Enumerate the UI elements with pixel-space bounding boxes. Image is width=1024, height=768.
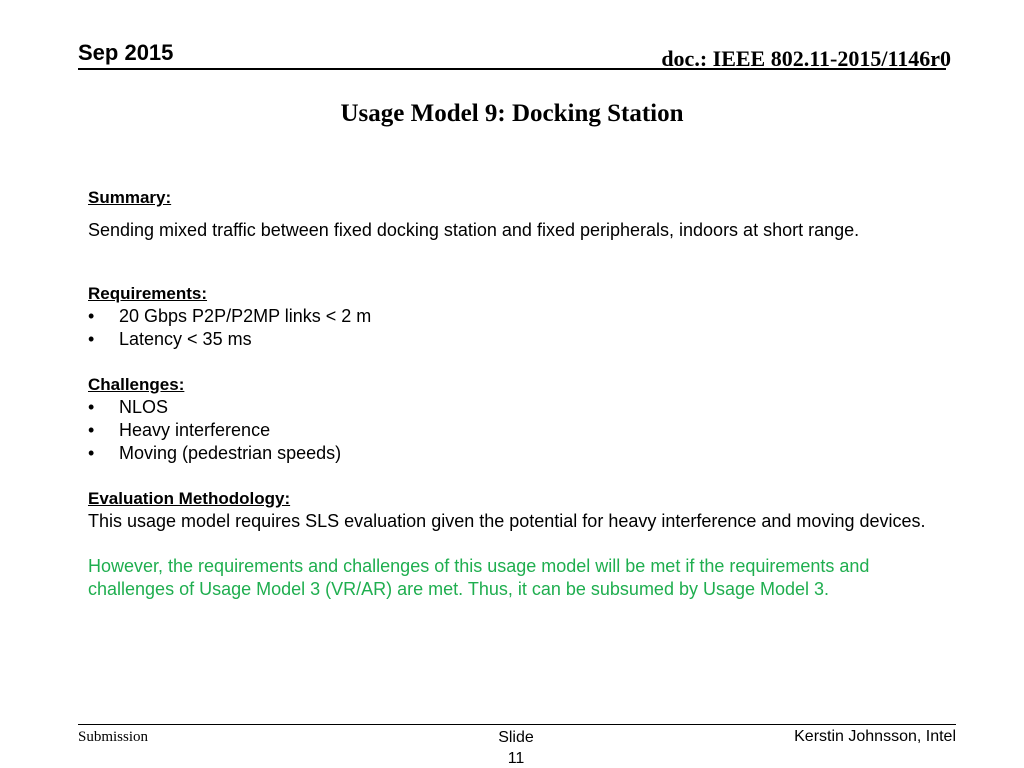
slide-number: 11 <box>507 750 525 767</box>
summary-text: Sending mixed traffic between fixed docking station and fixed peripherals, indoors at short range. <box>88 220 860 240</box>
evaluation-text: This usage model requires SLS evaluation given the potential for heavy interference and moving devices. <box>88 511 926 531</box>
requirements-list <box>88 305 958 351</box>
header-doc-id: doc.: IEEE 802.11-2015/1146r0 <box>661 46 951 71</box>
list-item <box>88 419 958 442</box>
evaluation-heading: Evaluation Methodology: <box>88 489 291 508</box>
list-item-text: Latency < 35 ms <box>119 329 252 349</box>
spacer <box>88 533 958 555</box>
list-item <box>88 328 958 351</box>
list-item-text: Moving (pedestrian speeds) <box>119 443 342 463</box>
bullet-icon: • <box>88 397 95 417</box>
footer-divider <box>78 724 956 725</box>
list-item <box>88 305 958 328</box>
spacer <box>88 351 958 373</box>
challenges-list <box>88 396 958 465</box>
list-item-text: Heavy interference <box>119 420 271 440</box>
bullet-icon: • <box>88 443 95 463</box>
spacer <box>88 465 958 487</box>
list-item-text: 20 Gbps P2P/P2MP links < 2 m <box>119 306 372 326</box>
summary-heading: Summary: <box>88 188 172 207</box>
slide-label: Slide <box>498 729 534 746</box>
footer-author: Kerstin Johnsson, Intel <box>794 728 956 745</box>
evaluation-note: However, the requirements and challenges of this usage model will be met if the requirements and challenges of Usage Model 3 (VR/AR) are met. Thus, it can be subsumed by Usage Model 3. <box>88 556 870 599</box>
header-date: Sep 2015 <box>78 40 174 65</box>
requirements-heading: Requirements: <box>88 284 208 303</box>
footer-slide-number <box>476 727 556 768</box>
bullet-icon: • <box>88 420 95 440</box>
header-divider <box>78 68 946 70</box>
spacer <box>88 242 958 282</box>
footer-submission: Submission <box>78 729 149 745</box>
challenges-heading: Challenges: <box>88 375 185 394</box>
slide-title: Usage Model 9: Docking Station <box>340 100 684 127</box>
list-item <box>88 442 958 465</box>
bullet-icon: • <box>88 329 95 349</box>
bullet-icon: • <box>88 306 95 326</box>
list-item <box>88 396 958 419</box>
slide-body <box>88 186 958 601</box>
list-item-text: NLOS <box>119 397 169 417</box>
